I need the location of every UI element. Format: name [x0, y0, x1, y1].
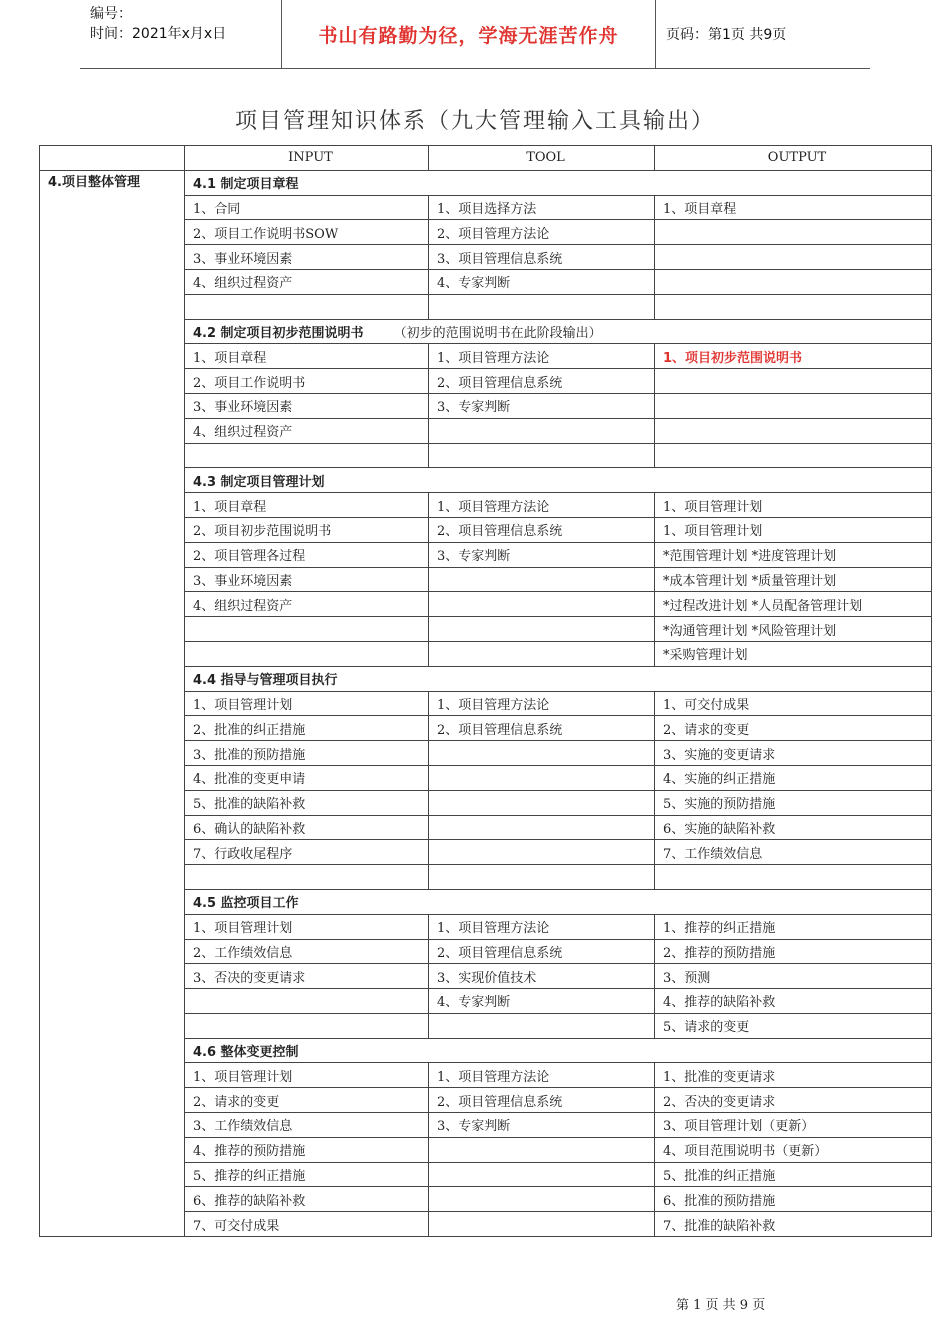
- section-title: 4.1 制定项目章程: [193, 177, 299, 193]
- section-title: 4.4 指导与管理项目执行: [193, 673, 338, 689]
- output-cell: [655, 418, 932, 443]
- page-footer: 第 1 页 共 9 页: [676, 1298, 766, 1313]
- section-title-cell: [185, 170, 932, 195]
- output-cell: *范围管理计划 *进度管理计划: [655, 542, 932, 567]
- knowledge-area-label: 4.项目整体管理: [40, 170, 185, 1236]
- document-number-label: 编号：: [90, 6, 132, 22]
- section-title: 4.3 制定项目管理计划: [193, 474, 325, 490]
- tool-cell: [429, 1212, 655, 1237]
- input-cell: 3、批准的预防措施: [185, 741, 429, 766]
- input-cell: 3、事业环境因素: [185, 567, 429, 592]
- output-cell: 3、预测: [655, 964, 932, 989]
- section-header-row: [40, 170, 932, 195]
- tool-cell: 4、专家判断: [429, 269, 655, 294]
- input-cell: 2、项目工作说明书: [185, 369, 429, 394]
- output-cell: [655, 294, 932, 319]
- output-cell: 1、项目初步范围说明书: [655, 344, 932, 369]
- section-title-cell: [185, 319, 932, 344]
- tool-cell: [429, 765, 655, 790]
- tool-cell: 3、项目管理信息系统: [429, 245, 655, 270]
- tool-cell: 3、实现价值技术: [429, 964, 655, 989]
- input-cell: 3、工作绩效信息: [185, 1113, 429, 1138]
- column-header-input: INPUT: [185, 146, 429, 171]
- tool-cell: 4、专家判断: [429, 989, 655, 1014]
- output-cell: [655, 443, 932, 468]
- section-title: 4.6 整体变更控制: [193, 1045, 299, 1061]
- output-cell: 7、批准的缺陷补救: [655, 1212, 932, 1237]
- output-cell: 7、工作绩效信息: [655, 840, 932, 865]
- input-cell: 5、推荐的纠正措施: [185, 1162, 429, 1187]
- input-cell: [185, 294, 429, 319]
- tool-cell: [429, 1162, 655, 1187]
- document-time-label: 时间：2021年x月x日: [90, 26, 227, 42]
- tool-cell: 1、项目管理方法论: [429, 1063, 655, 1088]
- tool-cell: 1、项目管理方法论: [429, 493, 655, 518]
- output-cell: 3、实施的变更请求: [655, 741, 932, 766]
- input-cell: 3、事业环境因素: [185, 245, 429, 270]
- tool-cell: [429, 294, 655, 319]
- tool-cell: 2、项目管理信息系统: [429, 369, 655, 394]
- tool-cell: [429, 641, 655, 666]
- tool-cell: [429, 840, 655, 865]
- column-header-tool: TOOL: [429, 146, 655, 171]
- output-cell: 2、推荐的预防措施: [655, 939, 932, 964]
- input-cell: 2、项目工作说明书SOW: [185, 220, 429, 245]
- knowledge-table: [39, 145, 932, 1237]
- tool-cell: 1、项目管理方法论: [429, 691, 655, 716]
- tool-cell: 1、项目管理方法论: [429, 344, 655, 369]
- input-cell: 4、组织过程资产: [185, 269, 429, 294]
- tool-cell: 2、项目管理信息系统: [429, 939, 655, 964]
- tool-cell: [429, 567, 655, 592]
- output-cell: 2、否决的变更请求: [655, 1088, 932, 1113]
- output-cell: *成本管理计划 *质量管理计划: [655, 567, 932, 592]
- input-cell: [185, 1013, 429, 1038]
- tool-cell: [429, 790, 655, 815]
- output-cell: 3、项目管理计划（更新）: [655, 1113, 932, 1138]
- header-blank-cell: [40, 146, 185, 171]
- output-cell: *沟通管理计划 *风险管理计划: [655, 617, 932, 642]
- output-cell: *过程改进计划 *人员配备管理计划: [655, 592, 932, 617]
- input-cell: 7、可交付成果: [185, 1212, 429, 1237]
- section-title: 4.5 监控项目工作: [193, 896, 299, 912]
- input-cell: 5、批准的缺陷补救: [185, 790, 429, 815]
- output-cell: [655, 269, 932, 294]
- tool-cell: [429, 1013, 655, 1038]
- output-cell: [655, 865, 932, 890]
- input-cell: 1、项目管理计划: [185, 1063, 429, 1088]
- input-cell: 1、项目章程: [185, 344, 429, 369]
- section-note: （初步的范围说明书在此阶段输出）: [393, 325, 602, 341]
- tool-cell: [429, 418, 655, 443]
- input-cell: 4、组织过程资产: [185, 418, 429, 443]
- input-cell: 3、事业环境因素: [185, 393, 429, 418]
- tool-cell: 2、项目管理信息系统: [429, 1088, 655, 1113]
- tool-cell: [429, 443, 655, 468]
- input-cell: 2、项目初步范围说明书: [185, 517, 429, 542]
- input-cell: 2、项目管理各过程: [185, 542, 429, 567]
- input-cell: 1、项目章程: [185, 493, 429, 518]
- output-cell: [655, 245, 932, 270]
- input-cell: 6、推荐的缺陷补救: [185, 1187, 429, 1212]
- output-cell: 1、推荐的纠正措施: [655, 914, 932, 939]
- input-cell: 4、组织过程资产: [185, 592, 429, 617]
- input-cell: 4、推荐的预防措施: [185, 1137, 429, 1162]
- tool-cell: [429, 1137, 655, 1162]
- output-cell: [655, 393, 932, 418]
- tool-cell: 1、项目选择方法: [429, 195, 655, 220]
- tool-cell: [429, 1187, 655, 1212]
- output-cell: 1、可交付成果: [655, 691, 932, 716]
- output-cell: 2、请求的变更: [655, 716, 932, 741]
- section-title-cell: [185, 468, 932, 493]
- tool-cell: [429, 815, 655, 840]
- output-cell: 1、项目章程: [655, 195, 932, 220]
- section-title-cell: [185, 666, 932, 691]
- output-cell: 6、实施的缺陷补救: [655, 815, 932, 840]
- tool-cell: 1、项目管理方法论: [429, 914, 655, 939]
- tool-cell: 3、专家判断: [429, 542, 655, 567]
- output-cell: [655, 220, 932, 245]
- document-title: 项目管理知识体系（九大管理输入工具输出）: [234, 109, 715, 134]
- output-cell: [655, 369, 932, 394]
- output-cell: 1、项目管理计划: [655, 517, 932, 542]
- header-meta: [80, 0, 282, 68]
- input-cell: [185, 989, 429, 1014]
- tool-cell: 2、项目管理信息系统: [429, 517, 655, 542]
- output-cell: 5、批准的纠正措施: [655, 1162, 932, 1187]
- input-cell: 1、项目管理计划: [185, 691, 429, 716]
- input-cell: 2、请求的变更: [185, 1088, 429, 1113]
- tool-cell: [429, 592, 655, 617]
- input-cell: 3、否决的变更请求: [185, 964, 429, 989]
- output-cell: 1、项目管理计划: [655, 493, 932, 518]
- tool-cell: [429, 741, 655, 766]
- tool-cell: 2、项目管理信息系统: [429, 716, 655, 741]
- input-cell: 6、确认的缺陷补救: [185, 815, 429, 840]
- input-cell: [185, 443, 429, 468]
- input-cell: [185, 617, 429, 642]
- input-cell: 1、项目管理计划: [185, 914, 429, 939]
- input-cell: [185, 865, 429, 890]
- section-title-cell: [185, 889, 932, 914]
- table-header-row: [40, 146, 932, 171]
- input-cell: 2、批准的纠正措施: [185, 716, 429, 741]
- output-cell: *采购管理计划: [655, 641, 932, 666]
- tool-cell: 2、项目管理方法论: [429, 220, 655, 245]
- tool-cell: [429, 865, 655, 890]
- section-title-cell: [185, 1038, 932, 1063]
- header-motto: 书山有路勤为径，学海无涯苦作舟: [282, 0, 656, 68]
- output-cell: 4、推荐的缺陷补救: [655, 989, 932, 1014]
- input-cell: [185, 641, 429, 666]
- column-header-output: OUTPUT: [655, 146, 932, 171]
- input-cell: 2、工作绩效信息: [185, 939, 429, 964]
- tool-cell: [429, 617, 655, 642]
- tool-cell: 3、专家判断: [429, 1113, 655, 1138]
- output-cell: 6、批准的预防措施: [655, 1187, 932, 1212]
- tool-cell: 3、专家判断: [429, 393, 655, 418]
- output-cell: 5、实施的预防措施: [655, 790, 932, 815]
- page-header: [80, 0, 870, 69]
- input-cell: 1、合同: [185, 195, 429, 220]
- output-cell: 4、项目范围说明书（更新）: [655, 1137, 932, 1162]
- input-cell: 7、行政收尾程序: [185, 840, 429, 865]
- output-cell: 5、请求的变更: [655, 1013, 932, 1038]
- section-title: 4.2 制定项目初步范围说明书: [193, 325, 364, 341]
- input-cell: 4、批准的变更申请: [185, 765, 429, 790]
- output-cell: 1、批准的变更请求: [655, 1063, 932, 1088]
- header-page-label: 页码：第1页 共9页: [666, 27, 787, 43]
- output-cell: 4、实施的纠正措施: [655, 765, 932, 790]
